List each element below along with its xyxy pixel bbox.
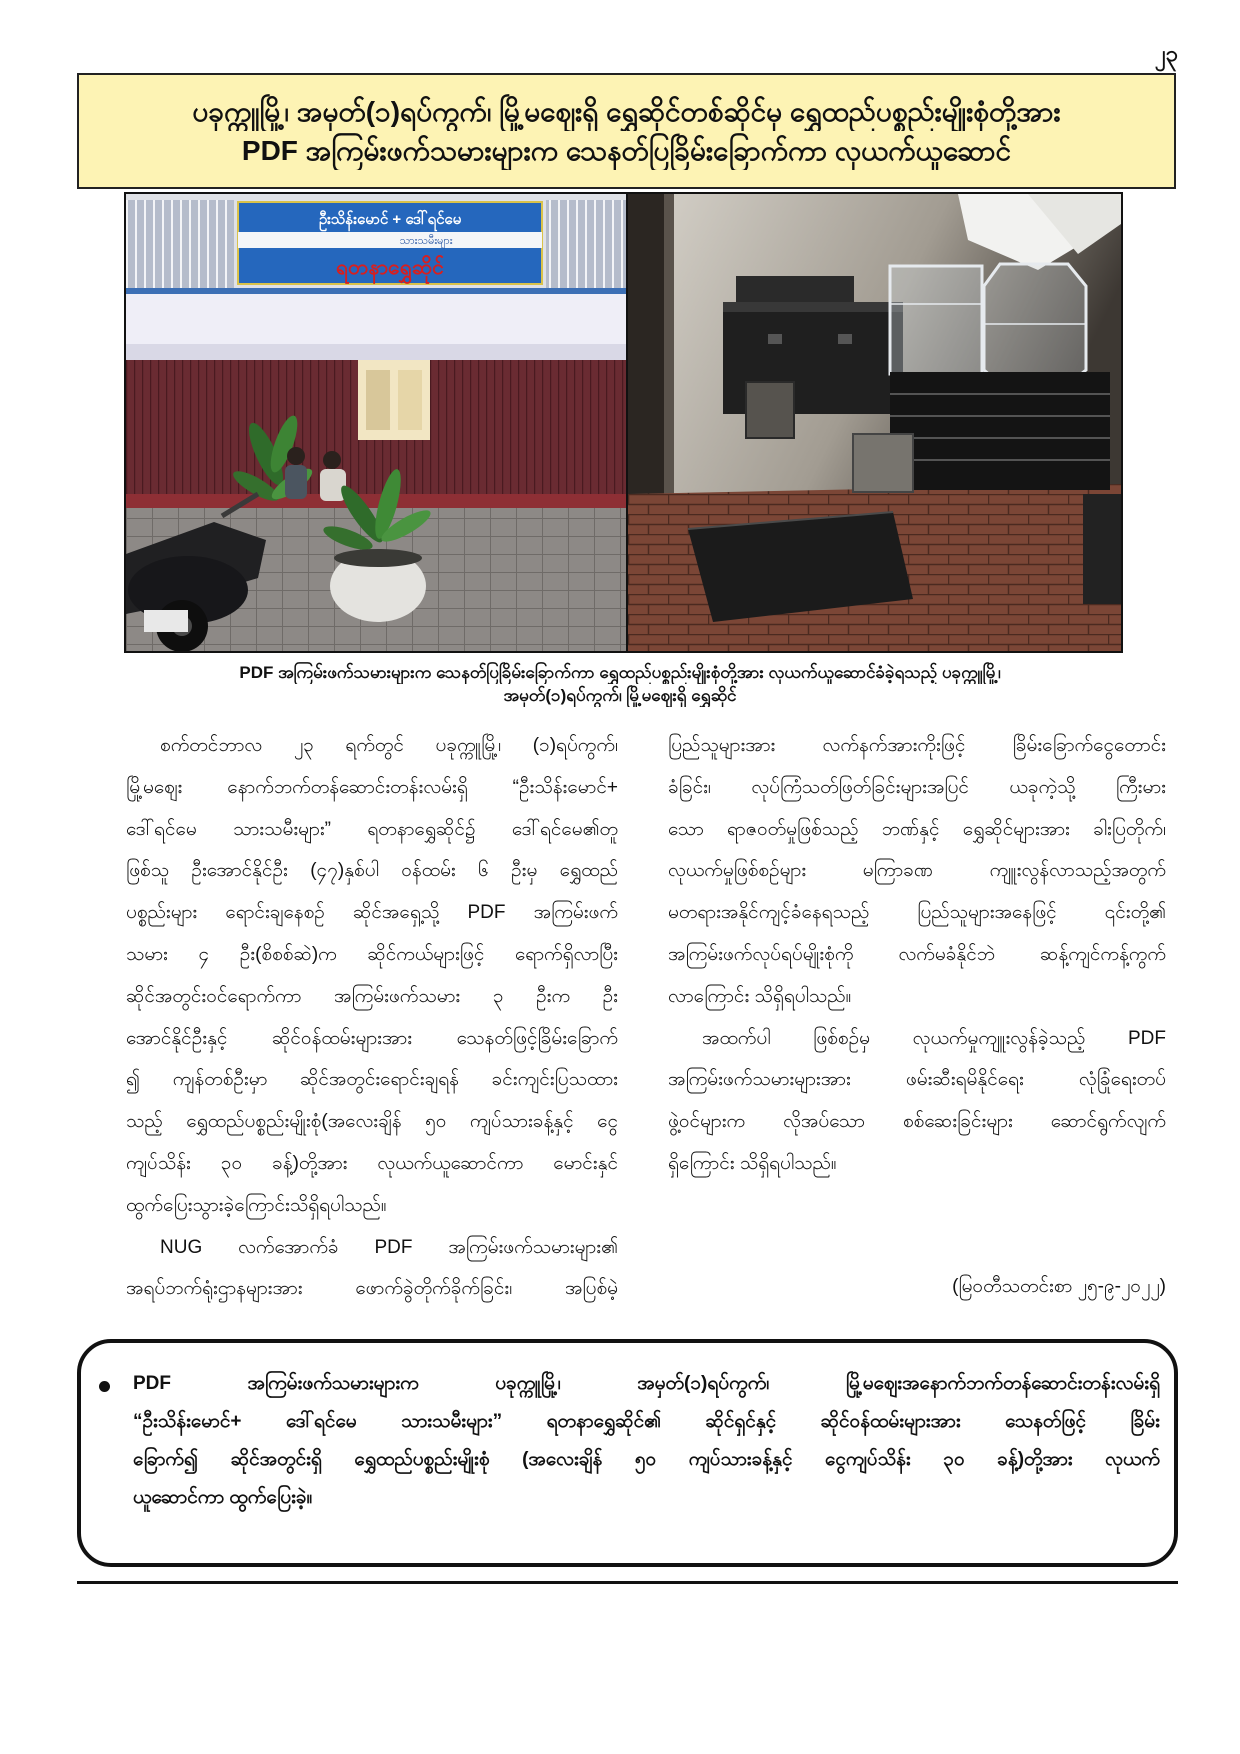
news-source: (မြဝတီသတင်းစာ ၂၅-၉-၂၀၂၂) xyxy=(952,1276,1166,1297)
article-line: ဒေါ်ရင်မေ သားသမီးများ” ရတနာရွှေဆိုင်၌ ဒေါ်ရင်မေ၏တူ xyxy=(126,818,618,840)
article-line: ပစ္စည်းများ ရောင်းချနေစဉ် ဆိုင်အရှေ့သို့ PDF အကြမ်းဖက် xyxy=(126,902,618,924)
shop-interior-photo xyxy=(628,194,1121,651)
summary-line: ခြောက်၍ ဆိုင်အတွင်းရှိ ရွှေထည်ပစ္စည်းမျိုးစုံ (အလေးချိန် ၅၀ ကျပ်သားခန့်နှင့် ငွေကျပ်သိန်း ၃၀ ခန့်)တို့အား လုယက် xyxy=(133,1449,1160,1470)
bullet-icon xyxy=(99,1381,110,1392)
step xyxy=(126,494,626,508)
glass-display-case xyxy=(890,264,1086,384)
article-line: စက်တင်ဘာလ ၂၃ ရက်တွင် ပခုက္ကူမြို့၊ (၁)ရပ်ကွက်၊ xyxy=(160,735,618,756)
article-line: ဖွဲ့ဝင်များက လိုအပ်သော စစ်ဆေးခြင်းများ ဆောင်ရွက်လျက် xyxy=(668,1111,1166,1133)
article-line: ခံခြင်း၊ လုပ်ကြံသတ်ဖြတ်ခြင်းများအပြင် ယခုကဲ့သို့ ကြီးမား xyxy=(668,776,1166,798)
article-line: လုယက်မှုဖြစ်စဉ်များ မကြာခဏ ကျူးလွန်လာသည့်အတွက် xyxy=(668,860,1166,882)
window-grille-right xyxy=(546,200,626,288)
bottom-rule xyxy=(77,1581,1178,1584)
article-line: ပြည်သူများအား လက်နက်အားကိုးဖြင့် ခြိမ်းခြောက်ငွေတောင်း xyxy=(668,735,1166,756)
article-line: ကျပ်သိန်း ၃၀ ခန့်)တို့အား လုယက်ယူဆောင်ကာ မောင်းနှင် xyxy=(126,1152,618,1174)
article-line: ထွက်ပြေးသွားခဲ့ကြောင်းသိရှိရပါသည်။ xyxy=(126,1194,387,1216)
article-line: ရှိကြောင်း သိရှိရပါသည်။ xyxy=(668,1152,837,1174)
article-line: လာကြောင်း သိရှိရပါသည်။ xyxy=(668,985,852,1007)
page-number: ၂၃ xyxy=(1154,41,1178,66)
headline-box xyxy=(77,73,1176,189)
window-grille-left xyxy=(126,200,234,288)
display-cabinet xyxy=(853,372,1110,492)
article-line: အရပ်ဘက်ရုံးဌာနများအား ဖောက်ခွဲတိုက်ခိုက်ခြင်း၊ အပြစ်မဲ့ xyxy=(126,1278,618,1300)
awning xyxy=(126,294,626,360)
article-line: သည့် ရွှေထည်ပစ္စည်းမျိုးစုံ(အလေးချိန် ၅၀ ကျပ်သားခန့်နှင့် ငွေ xyxy=(126,1111,618,1133)
headline-line: PDF အကြမ်းဖက်သမားများက သေနတ်ပြခြိမ်းခြောက်ကာ လုယက်ယူဆောင် xyxy=(241,135,1012,166)
caption-line: အမှတ်(၁)ရပ်ကွက်၊ မြို့မဈေးရှိ ရွှေဆိုင် xyxy=(503,686,737,705)
article-line: ဖြစ်သူ ဦးအောင်နိုင်ဦး (၄၇)နှစ်ပါ ဝန်ထမ်း ၆ ဦးမှ ရွှေထည် xyxy=(126,860,618,882)
article-line: အောင်နိုင်ဦးနှင့် ဆိုင်ဝန်ထမ်းများအား သေနတ်ဖြင့်ခြိမ်းခြောက် xyxy=(126,1027,618,1049)
shop-sign-line3: ရတနာရွှေဆိုင် xyxy=(336,256,444,279)
article-line: NUG လက်အောက်ခံ PDF အကြမ်းဖက်သမားများ၏ xyxy=(160,1236,618,1258)
article-line: အကြမ်းဖက်လုပ်ရပ်မျိုးစုံကို လက်မခံနိုင်ဘဲ ဆန့်ကျင်ကန့်ကွက် xyxy=(668,943,1166,965)
article-line: မြို့မဈေး နောက်ဘက်တန်ဆောင်းတန်းလမ်းရှိ “ဦးသိန်းမောင်+ xyxy=(126,776,618,798)
shop-sign-line2: သားသမီးများ xyxy=(399,235,453,247)
summary-box xyxy=(77,1339,1178,1567)
lit-doorway xyxy=(358,360,430,440)
caption-line: PDF အကြမ်းဖက်သမားများက သေနတ်ပြခြိမ်းခြောက်ကာ ရွှေထည်ပစ္စည်းမျိုးစုံတို့အား လုယက်ယူဆောင်ခံခဲ့ရသည့် ပခုက္ကူမြို့၊ xyxy=(239,663,1001,682)
photo-panel xyxy=(124,192,1123,653)
photo-caption xyxy=(96,661,1144,707)
shop-sign-line1: ဦးသိန်းမောင် + ဒေါ်ရင်မေ xyxy=(318,211,462,228)
summary-line: “ဦးသိန်းမောင်+ ဒေါ်ရင်မေ သားသမီးများ” ရတနာရွှေဆိုင်၏ ဆိုင်ရှင်နှင့် ဆိုင်ဝန်ထမ်းများအား သေနတ်ဖြင့် ခြိမ်း xyxy=(133,1411,1160,1432)
floor-bin xyxy=(1083,494,1121,604)
headline-line: ပခုက္ကူမြို့၊ အမှတ်(၁)ရပ်ကွက်၊ မြို့မဈေးရှိ ရွှေဆိုင်တစ်ဆိုင်မှ ရွှေထည်ပစ္စည်းမျိုးစုံတို့အား xyxy=(192,96,1061,127)
article-line: ဆိုင်အတွင်းဝင်ရောက်ကာ အကြမ်းဖက်သမား ၃ ဦးက ဦး xyxy=(126,985,618,1007)
license-plate xyxy=(144,610,188,632)
shop-front-photo xyxy=(126,194,626,651)
article-line: သော ရာဇဝတ်မှုဖြစ်သည့် ဘဏ်နှင့် ရွှေဆိုင်များအား ခါးပြတိုက်၊ xyxy=(668,818,1166,840)
article-line: အကြမ်းဖက်သမားများအား ဖမ်းဆီးရမိနိုင်ရေး လုံခြုံရေးတပ် xyxy=(668,1069,1166,1091)
article-column-right xyxy=(668,725,1166,1185)
shop-sign xyxy=(238,202,542,285)
article-line: အထက်ပါ ဖြစ်စဉ်မှ လုယက်မှုကျူးလွန်ခဲ့သည့် PDF xyxy=(702,1027,1166,1049)
summary-line: PDF အကြမ်းဖက်သမားများက ပခုက္ကူမြို့၊ အမှတ်(၁)ရပ်ကွက်၊ မြို့မဈေးအနောက်ဘက်တန်ဆောင်းတန်းလမ်းရှိ xyxy=(133,1373,1160,1394)
summary-line: ယူဆောင်ကာ ထွက်ပြေးခဲ့။ xyxy=(133,1487,313,1508)
article-line: မတရားအနိုင်ကျင့်ခံနေရသည့် ပြည်သူများအနေဖြင့် ၎င်းတို့၏ xyxy=(668,902,1166,924)
article-line: ၍ ကျန်တစ်ဦးမှာ ဆိုင်အတွင်းရောင်းချရန် ခင်းကျင်းပြသထား xyxy=(126,1069,618,1091)
article-column-left xyxy=(126,725,618,1310)
article-line: သမား ၄ ဦး(စိစစ်ဆဲ)က ဆိုင်ကယ်များဖြင့် ရောက်ရှိလာပြီး xyxy=(126,943,618,965)
